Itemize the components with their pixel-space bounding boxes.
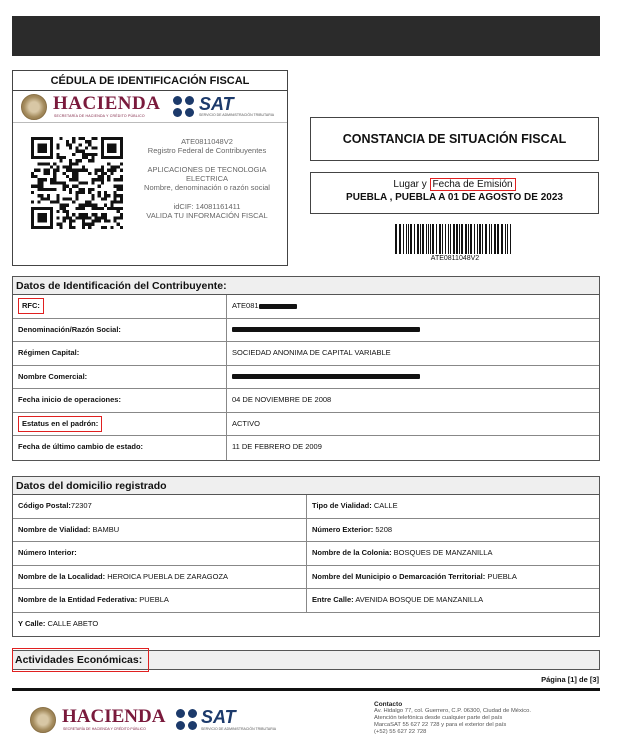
constancia-title: CONSTANCIA DE SITUACIÓN FISCAL (310, 117, 599, 161)
estatus-label: Estatus en el padrón: (18, 416, 102, 432)
fecha-cambio-label: Fecha de último cambio de estado: (13, 436, 227, 460)
redaction-mark (232, 327, 420, 332)
razon-social-label: Denominación/Razón Social: (13, 319, 227, 342)
fecha-inicio-label: Fecha inicio de operaciones: (13, 389, 227, 412)
table-row (13, 342, 599, 366)
identificacion-table (12, 276, 600, 461)
y-calle-value: CALLE ABETO (45, 618, 99, 628)
table-row (13, 613, 599, 637)
y-calle-label: Y Calle: (18, 618, 46, 628)
nombre-comercial-label: Nombre Comercial: (13, 366, 227, 389)
identificacion-header: Datos de Identificación del Contribuyente: (13, 277, 599, 295)
table-row (13, 295, 599, 319)
codigo-postal-value: 72307 (70, 501, 92, 510)
entidad-label: Nombre de la Entidad Federativa: (18, 595, 138, 604)
colonia-label: Nombre de la Colonia: (312, 548, 392, 557)
lugar-fecha-box (310, 172, 599, 214)
tipo-vialidad-label: Tipo de Vialidad: (312, 501, 372, 510)
table-row (13, 413, 599, 437)
municipio-value: PUEBLA (485, 571, 517, 581)
nombre-vialidad-label: Nombre de Vialidad: (18, 524, 91, 534)
lugar-prefix: Lugar y (393, 179, 427, 190)
numero-interior-label: Número Interior: (18, 548, 77, 557)
cedula-title: CÉDULA DE IDENTIFICACIÓN FISCAL (13, 71, 287, 91)
cedula-card (12, 70, 288, 266)
nombre-vialidad-value: BAMBU (90, 524, 120, 534)
footer-sat-subtitle: SERVICIO DE ADMINISTRACIÓN TRIBUTARIA (201, 727, 277, 731)
qr-code-icon (31, 137, 123, 229)
entre-calle-value: AVENIDA BOSQUE DE MANZANILLA (353, 595, 484, 604)
municipio-label: Nombre del Municipio o Demarcación Territorial: (312, 571, 486, 581)
regimen-capital-value: SOCIEDAD ANONIMA DE CAPITAL VARIABLE (232, 348, 391, 357)
table-row (13, 589, 599, 613)
table-row (13, 542, 599, 566)
contacto-line: MarcaSAT 55 627 22 728 y para el exterior del país (374, 722, 507, 728)
footer-hacienda-subtitle: SECRETARÍA DE HACIENDA Y CRÉDITO PÚBLICO (63, 727, 146, 731)
table-row (13, 519, 599, 543)
footer-sat-logo: SAT (201, 707, 236, 727)
hacienda-logo-subtitle: SECRETARÍA DE HACIENDA Y CRÉDITO PÚBLICO (54, 114, 145, 118)
rfc-label: RFC: (18, 298, 44, 314)
domicilio-header: Datos del domicilio registrado (13, 477, 599, 495)
barcode-label: ATE0811048V2 (430, 255, 480, 262)
contacto-title: Contacto (374, 701, 403, 708)
table-row (13, 319, 599, 343)
sat-logo-icon (173, 96, 195, 118)
cedula-razon-label: Nombre, denominación o razón social (144, 183, 270, 192)
hacienda-seal-icon (21, 94, 47, 120)
cedula-rfc: ATE0811048V2 (181, 137, 233, 146)
sat-logo: SAT (199, 94, 234, 114)
table-row (13, 366, 599, 390)
cedula-razon-social: APLICACIONES DE TECNOLOGIA ELECTRICA (147, 165, 267, 183)
fecha-cambio-value: 11 DE FEBRERO DE 2009 (232, 442, 322, 451)
entidad-value: PUEBLA (137, 595, 169, 604)
footer-hacienda-logo: HACIENDA (62, 706, 166, 727)
hacienda-logo: HACIENDA (53, 93, 161, 114)
table-row (13, 566, 599, 590)
fecha-inicio-value: 04 DE NOVIEMBRE DE 2008 (232, 395, 332, 404)
entre-calle-label: Entre Calle: (312, 595, 354, 604)
lugar-fecha-value: PUEBLA , PUEBLA A 01 DE AGOSTO DE 2023 (346, 192, 563, 203)
numero-exterior-label: Número Exterior: (312, 524, 374, 534)
cedula-registro-label: Registro Federal de Contribuyentes (147, 146, 267, 155)
redaction-mark (259, 304, 297, 309)
rfc-value: ATE081 (232, 301, 259, 310)
sat-logo-icon (176, 709, 198, 731)
estatus-value: ACTIVO (232, 418, 260, 428)
footer-divider (12, 688, 600, 691)
codigo-postal-label: Código Postal: (18, 501, 71, 510)
tipo-vialidad-value: CALLE (371, 501, 398, 510)
table-row (13, 436, 599, 460)
barcode-icon (395, 224, 515, 254)
contacto-line: Av. Hidalgo 77, col. Guerrero, C.P. 06300, Ciudad de México. (374, 708, 531, 714)
redaction-mark (232, 374, 420, 379)
page-number: Página [1] de [3] (541, 675, 599, 684)
contacto-block (374, 701, 604, 736)
regimen-capital-label: Régimen Capital: (13, 342, 227, 365)
colonia-value: BOSQUES DE MANZANILLA (391, 548, 493, 557)
actividades-header: Actividades Económicas: (12, 648, 149, 672)
sat-logo-subtitle: SERVICIO DE ADMINISTRACIÓN TRIBUTARIA (199, 113, 275, 117)
table-row (13, 495, 599, 519)
cedula-valida-link: VALIDA TU INFORMACIÓN FISCAL (146, 211, 268, 220)
table-row (13, 389, 599, 413)
localidad-label: Nombre de la Localidad: (18, 571, 106, 581)
cedula-info (131, 137, 283, 220)
numero-exterior-value: 5208 (373, 524, 393, 534)
document-header-bar (12, 16, 600, 56)
fecha-emision-label: Fecha de Emisión (430, 178, 516, 191)
hacienda-seal-icon (30, 707, 56, 733)
domicilio-table (12, 476, 600, 637)
cedula-idcif: idCIF: 14081161411 (173, 202, 241, 211)
contacto-line: (+52) 55 627 22 728 (374, 729, 427, 735)
localidad-value: HEROICA PUEBLA DE ZARAGOZA (105, 571, 229, 581)
contacto-line: Atención telefónica desde cualquier parte del país (374, 715, 503, 721)
cedula-logos (13, 91, 287, 123)
